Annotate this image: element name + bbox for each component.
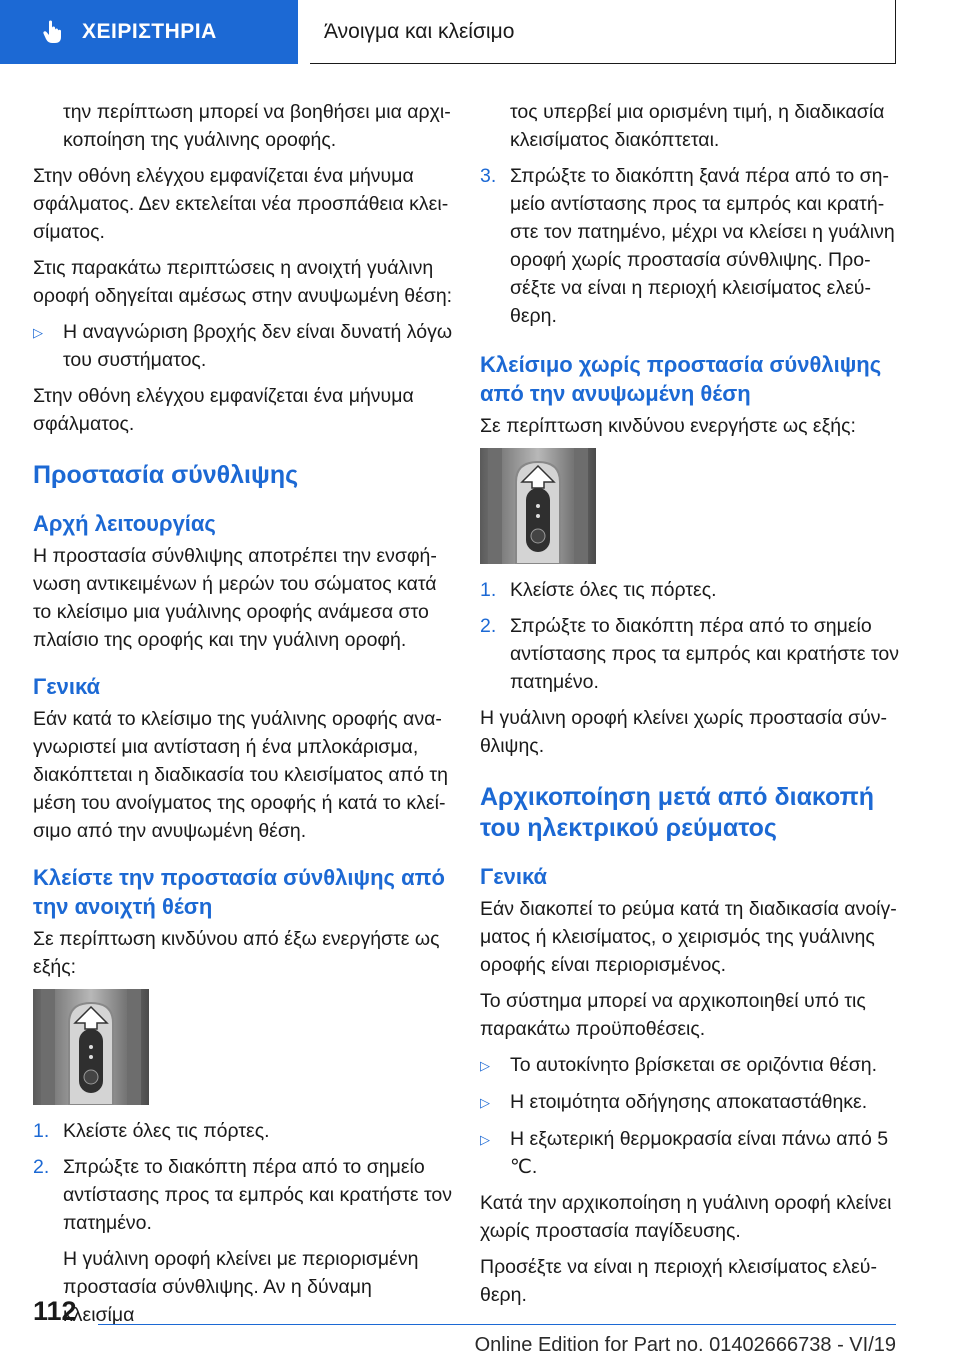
heading-initialization: Αρχικοποίηση μετά από διακοπή του ηλεκτρικού ρεύματος — [480, 783, 875, 842]
left-column — [33, 98, 453, 1337]
page-header — [0, 0, 960, 82]
step-item — [480, 162, 900, 330]
step-text: Σπρώξτε το διακόπτη πέρα από το σημείο αντίστασης προς τα εμπρός και κρατήστε τον πατημένο. — [510, 615, 900, 693]
step-text: Σπρώξτε το διακόπτη ξανά πέρα από το σημείο αντίστασης προς τα εμπρός και κρατήστε τον πατημένο, μέχρι να κλείσει η γυάλινη οροφή χωρίς προστασία σύνθλιψης. Προσέξτε να είναι η περιοχή κλεισίματος ελεύθερη. — [510, 165, 895, 327]
bullet-text: Η αναγνώριση βροχής δεν είναι δυνατή λόγω του συστήματος. — [63, 321, 453, 371]
paragraph: Στην οθόνη ελέγχου εμφανίζεται ένα μήνυμα σφάλματος. Δεν εκτελείται νέα προσπάθεια κλεισίματος. — [33, 165, 449, 243]
step-number: 2. — [33, 1156, 50, 1178]
bullet-item — [480, 1088, 900, 1117]
paragraph: Κατά την αρχικοποίηση η γυάλινη οροφή κλείνει χωρίς προστασία παγίδευσης. — [480, 1192, 892, 1242]
paragraph: τος υπερβεί μια ορισμένη τιμή, η διαδικασία κλεισίματος διακόπτεται. — [510, 101, 885, 151]
paragraph: Σε περίπτωση κινδύνου από έξω ενεργήστε ως εξής: — [33, 928, 440, 978]
paragraph: Προσέξτε να είναι η περιοχή κλεισίματος ελεύθερη. — [480, 1256, 877, 1306]
heading-principle: Αρχή λειτουργίας — [33, 511, 216, 536]
step-text: Κλείστε όλες τις πόρτες. — [510, 579, 717, 601]
heading-general: Γενικά — [480, 864, 548, 889]
bullet-item — [480, 1051, 900, 1080]
bullet-item — [480, 1125, 900, 1181]
section-tab — [310, 0, 896, 64]
bullet-text: Η εξωτερική θερμοκρασία είναι πάνω από 5 ℃. — [510, 1128, 889, 1178]
heading-close-from-raised: Κλείσιμο χωρίς προστασία σύνθλιψης από την ανυψωμένη θέση — [480, 352, 882, 406]
bullet-text: Το αυτοκίνητο βρίσκεται σε οριζόντια θέση. — [510, 1054, 878, 1076]
roof-switch-photo — [480, 448, 596, 564]
paragraph: Σε περίπτωση κινδύνου ενεργήστε ως εξής: — [480, 415, 856, 437]
roof-switch-photo — [33, 989, 149, 1105]
step-text: Κλείστε όλες τις πόρτες. — [63, 1120, 270, 1142]
page-number: 112 — [33, 1296, 77, 1326]
heading-protection: Προστασία σύνθλιψης — [33, 461, 299, 489]
paragraph: Εάν κατά το κλείσιμο της γυάλινης οροφής αναγνωριστεί μια αντίσταση ή ένα μπλοκάρισμα, διακόπτεται η διαδικασία του κλεισίματος από τη μέση του ανοίγματος της οροφής ή κατά το κλείσιμο από την ανυψωμένη θέση. — [33, 708, 448, 842]
step-number: 1. — [33, 1120, 50, 1142]
footer-divider — [98, 1324, 896, 1325]
step-item — [33, 1153, 453, 1237]
step-number: 2. — [480, 615, 497, 637]
paragraph: Η γυάλινη οροφή κλείνει χωρίς προστασία σύνθλιψης. — [480, 707, 888, 757]
step-text: Σπρώξτε το διακόπτη πέρα από το σημείο αντίστασης προς τα εμπρός και κρατήστε τον πατημένο. — [63, 1156, 453, 1234]
triangle-bullet-icon: ▷ — [480, 1132, 490, 1147]
heading-general: Γενικά — [33, 674, 101, 699]
bullet-text: Η ετοιμότητα οδήγησης αποκαταστάθηκε. — [510, 1091, 868, 1113]
triangle-bullet-icon: ▷ — [480, 1058, 490, 1073]
step-number: 1. — [480, 579, 497, 601]
bullet-item — [33, 318, 453, 374]
paragraph: Η προστασία σύνθλιψης αποτρέπει την ενσφήνωση αντικειμένων ή μερών του σώματος κατά το κλείσιμο μια γυάλινης οροφής ανάμεσα στο πλαίσιο της οροφής και την γυάλινη οροφή. — [33, 545, 437, 651]
step-item — [480, 576, 900, 604]
paragraph: την περίπτωση μπορεί να βοηθήσει μια αρχικοποίηση της γυάλινης οροφής. — [63, 101, 451, 151]
section-title: Άνοιγμα και κλείσιμο — [324, 19, 515, 43]
step-item — [480, 612, 900, 696]
step-item — [33, 1117, 453, 1145]
paragraph: Στην οθόνη ελέγχου εμφανίζεται ένα μήνυμα σφάλματος. — [33, 385, 414, 435]
manual-tab-label: ΧΕΙΡΙΣΤΗΡΙΑ — [82, 20, 217, 43]
paragraph: Στις παρακάτω περιπτώσεις η ανοιχτή γυάλινη οροφή οδηγείται αμέσως στην ανυψωμένη θέση: — [33, 257, 453, 307]
edition-text: Online Edition for Part no. 01402666738 - VI/19 — [474, 1334, 896, 1356]
triangle-bullet-icon: ▷ — [480, 1095, 490, 1110]
right-column — [480, 98, 900, 1317]
manual-tab — [0, 0, 298, 64]
paragraph: Το σύστημα μπορεί να αρχικοποιηθεί υπό τις παρακάτω προϋποθέσεις. — [480, 990, 866, 1040]
step-note: Η γυάλινη οροφή κλείνει με περιορισμένη προστασία σύνθλιψης. Αν η δύναμη κλεισίμα — [63, 1248, 419, 1326]
step-number: 3. — [480, 165, 497, 187]
heading-close-from-open: Κλείστε την προστασία σύνθλιψης από την ανοιχτή θέση — [33, 865, 445, 919]
hand-pointer-icon — [40, 19, 66, 45]
triangle-bullet-icon: ▷ — [33, 325, 43, 340]
paragraph: Εάν διακοπεί το ρεύμα κατά τη διαδικασία ανοίγματος ή κλεισίματος, ο χειρισμός της γυάλινης οροφής είναι περιορισμένος. — [480, 898, 897, 976]
